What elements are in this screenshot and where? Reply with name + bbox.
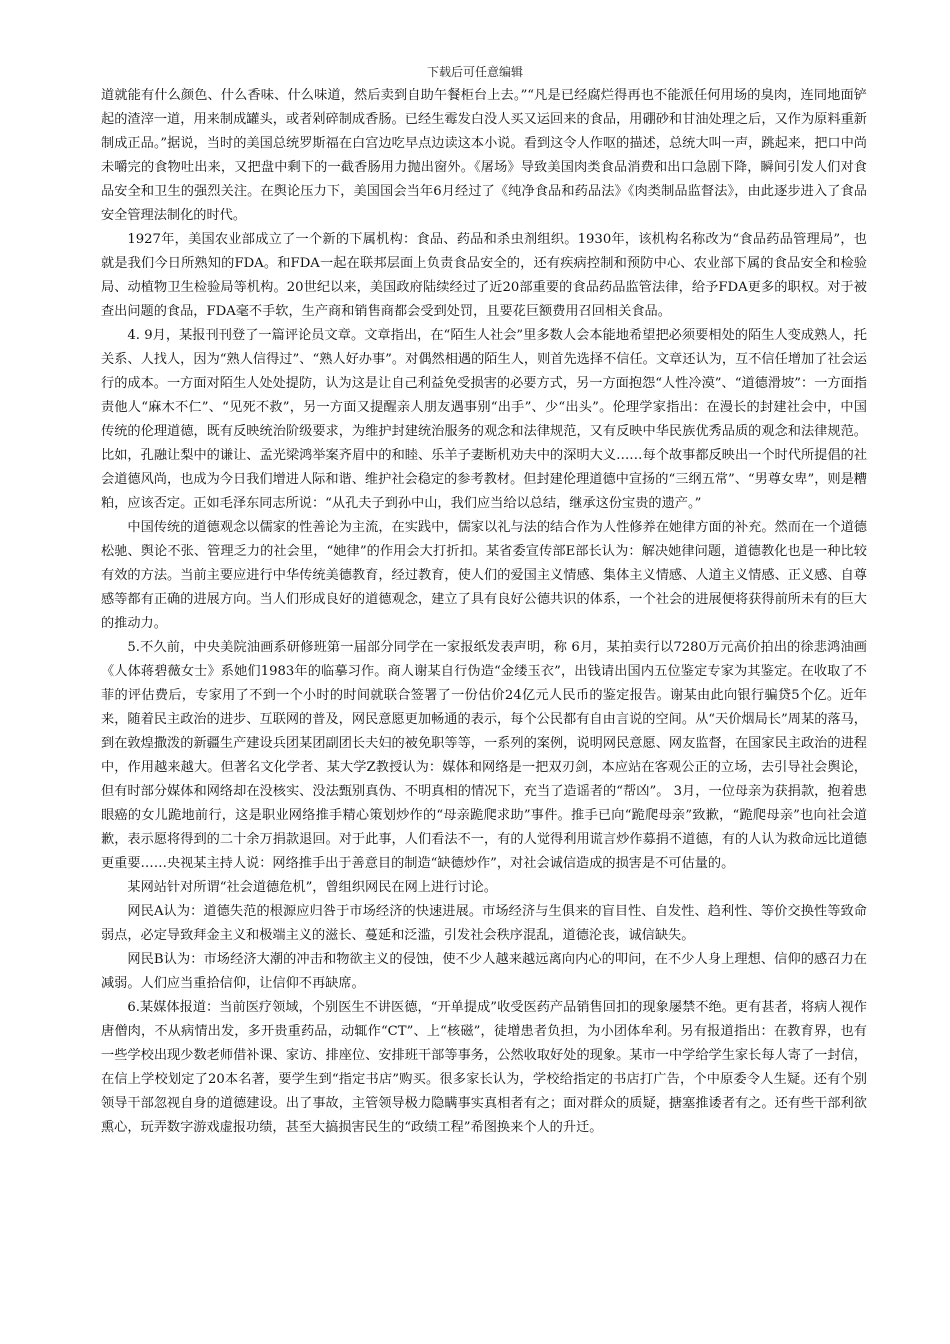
paragraph: 道就能有什么颜色、什么香味、什么味道，然后卖到自助午餐柜台上去。”“凡是已经腐烂得再也不能派任何用场的臭肉，连同地面铲起的渣滓一道，用来制成罐头，或者剁碎制成香肠。已经生霉发白没人买又运回来的食品，用硼砂和甘油处理之后，又作为原料重新制成正品。”据说，当时的美国总统罗斯福在白宫边吃早点边读这本小说。看到这令人作呕的描述，总统大叫一声，跳起来，把口中尚未嚼完的食物吐出来，又把盘中剩下的一截香肠用力抛出窗外。《屠场》导致美国肉类食品消费和出口急剧下降，瞬间引发人们对食品安全和卫生的强烈关注。在舆论压力下，美国国会当年6月经过了《纯净食品和药品法》《肉类制品监督法》，由此逐步进入了食品安全管理法制化的时代。 <box>101 88 867 223</box>
paragraph: 1927年，美国农业部成立了一个新的下属机构：食品、药品和杀虫剂组织。1930年，该机构名称改为“食品药品管理局”，也就是我们今日所熟知的FDA。和FDA一起在联邦层面上负责食品安全的，还有疾病控制和预防中心、农业部下属的食品安全和检验局、动植物卫生检验局等机构。20世纪以来，美国政府陆续经过了近20部重要的食品药品监管法律，给予FDA更多的职权。对于被查出问题的食品，FDA毫不手软，生产商和销售商都会受到处罚，且要花巨额费用召回相关食品。 <box>101 232 867 319</box>
paragraph: 中国传统的道德观念以儒家的性善论为主流，在实践中，儒家以礼与法的结合作为人性修养在她律方面的补充。然而在一个道德松驰、舆论不张、管理乏力的社会里，“她律”的作用会大打折扣。某省委宣传部E部长认为：解决她律问题，道德教化也是一种比较有效的方法。当前主要应进行中华传统美德教育，经过教育，使人们的爱国主义情感、集体主义情感、人道主义情感、正义感、自尊感等都有正确的进展方向。当人们形成良好的道德观念，建立了具有良好公德共识的体系，一个社会的进展便将获得前所未有的巨大的推动力。 <box>101 520 867 631</box>
paragraph: 网民A认为：道德失范的根源应归咎于市场经济的快速进展。市场经济与生俱来的盲目性、自发性、趋利性、等价交换性等致命弱点，必定导致拜金主义和极端主义的滋长、蔓延和泛滥，引发社会秩序混乱，道德沦丧，诚信缺失。 <box>101 904 867 943</box>
document-body <box>101 84 867 1140</box>
page-header: 下载后可任意编辑 <box>426 65 523 79</box>
paragraph: 5.不久前，中央美院油画系研修班第一届部分同学在一家报纸发表声明，称 6月，某拍卖行以7280万元高价拍出的徐悲鸿油画《人体蒋碧薇女士》系她们1983年的临摹习作。商人谢某自行伪造“金缕玉衣”，出钱请出国内五位鉴定专家为其鉴定。在收取了不菲的评估费后，专家用了不到一个小时的时间就联合签署了一份估价24亿元人民币的鉴定报告。谢某由此向银行骗贷5个亿。近年来，随着民主政治的进步、互联网的普及，网民意愿更加畅通的表示，每个公民都有自由言说的空间。从“天价烟局长”周某的落马，到在敦煌撒泼的新疆生产建设兵团某团副团长夫妇的被免职等等，一系列的案例，说明网民意愿、网友监督，在国家民主政治的进程中，作用越来越大。但著名文化学者、某大学Z教授认为：媒体和网络是一把双刃剑，本应站在客观公正的立场，去引导社会舆论，但有时部分媒体和网络却在没核实、没法甄别真伪、不明真相的情况下，充当了造谣者的“帮凶”。 3月，一位母亲为获捐款，抱着患眼癌的女儿跪地前行，这是职业网络推手精心策划炒作的“母亲跪爬求助”事件。推手已向“跪爬母亲”致歉，“跪爬母亲”也向社会道歉，表示愿将得到的二十余万捐款退回。对于此事，人们看法不一，有的人觉得利用谎言炒作募捐不道德，有的人认为救命远比道德更重要……央视某主持人说：网络推手出于善意目的制造“缺德炒作”，对社会诚信造成的损害是不可估量的。 <box>101 640 867 871</box>
paragraph: 4. 9月，某报刊刊登了一篇评论员文章。文章指出，在“陌生人社会”里多数人会本能地希望把必须要相处的陌生人变成熟人，托关系、人找人，因为“熟人信得过”、“熟人好办事”。对偶然相遇的陌生人，则首先选择不信任。文章还认为，互不信任增加了社会运行的成本。一方面对陌生人处处提防，认为这是让自己利益免受损害的必要方式，另一方面抱怨“人性冷漠”、“道德滑坡”：一方面指责他人“麻木不仁”、“见死不救”，另一方面又提醒亲人朋友遇事别“出手”、少“出头”。伦理学家指出：在漫长的封建社会中，中国传统的伦理道德，既有反映统治阶级要求，为维护封建统治服务的观念和法律规范，又有反映中华民族优秀品质的观念和法律规范。比如，孔融让梨中的谦让、孟光梁鸿举案齐眉中的和睦、乐羊子妻断机劝夫中的深明大义……每个故事都反映出一个时代所提倡的社会道德风尚，也成为今日我们增进人际和谐、维护社会稳定的参考教材。但封建伦理道德中宣扬的“三纲五常”、“男尊女卑”，则是糟粕，应该否定。正如毛泽东同志所说：“从孔夫子到孙中山，我们应当给以总结，继承这份宝贵的遗产。” <box>101 328 867 511</box>
paragraph: 某网站针对所谓“社会道德危机”，曾组织网民在网上进行讨论。 <box>127 880 497 895</box>
paragraph: 网民B认为：市场经济大潮的冲击和物欲主义的侵蚀，使不少人越来越远离向内心的叩问，在不少人身上理想、信仰的感召力在减弱。人们应当重拾信仰，让信仰不再缺席。 <box>101 952 867 991</box>
paragraph: 6.某媒体报道：当前医疗领域，个别医生不讲医德，“开单提成”收受医药产品销售回扣的现象屡禁不绝。更有甚者，将病人视作唐僧肉，不从病情出发，多开贵重药品，动辄作“CT”、上“核磁”，徒增患者负担，为小团体牟利。另有报道指出：在教育界，也有一些学校出现少数老师借补课、家访、排座位、安排班干部等事务，公然收取好处的现象。某市一中学给学生家长每人寄了一封信，在信上学校划定了20本名著，要学生到“指定书店”购买。很多家长认为，学校给指定的书店打广告，个中原委令人生疑。还有个别领导干部忽视自身的道德建设。出了事故，主管领导极力隐瞒事实真相者有之；面对群众的质疑，搪塞推诿者有之。还有些干部利欲熏心，玩弄数字游戏虚报功绩，甚至大搞损害民生的“政绩工程”希图换来个人的升迁。 <box>101 1000 867 1135</box>
